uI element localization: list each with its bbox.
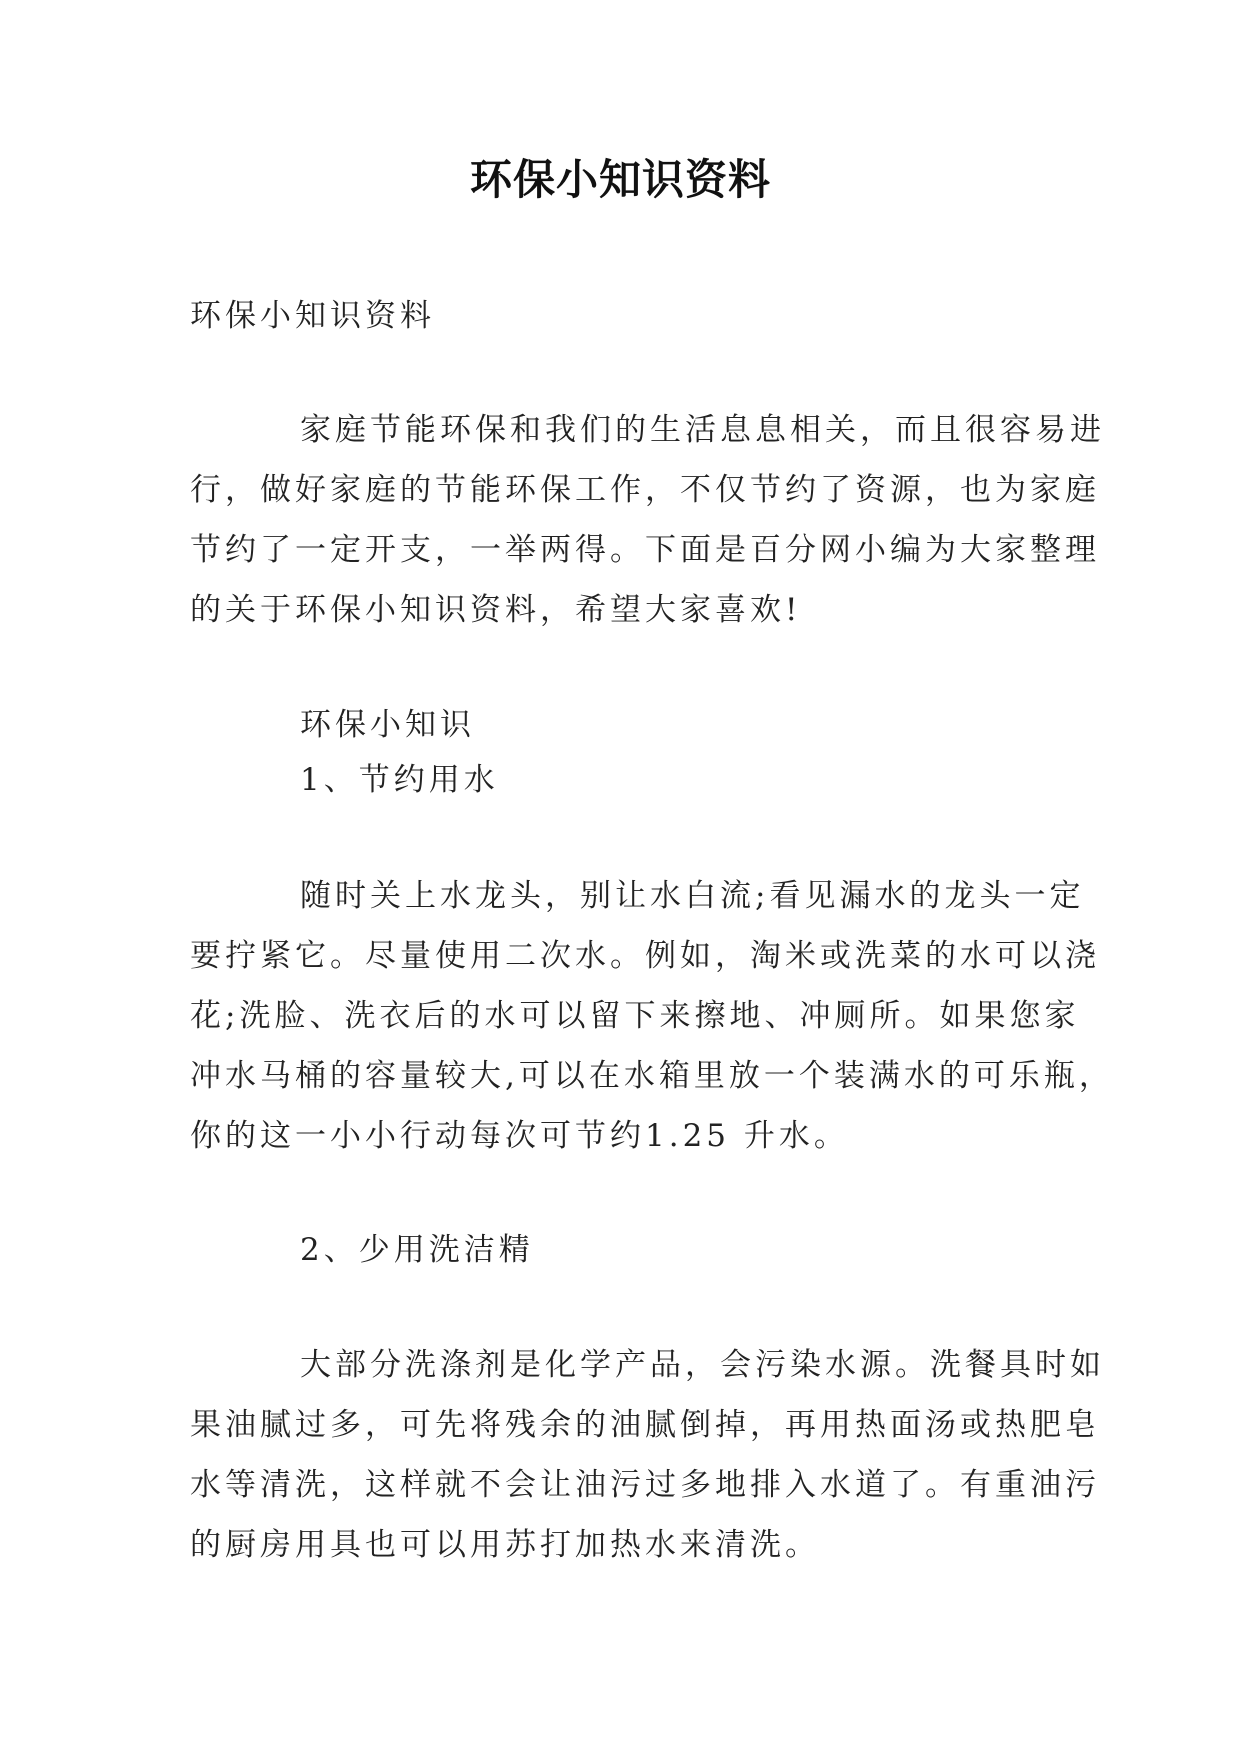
item1-line-2: 要拧紧它。尽量使用二次水。例如，淘米或洗菜的水可以浇 xyxy=(190,938,1100,974)
intro-line-1: 家庭节能环保和我们的生活息息相关，而且很容易进 xyxy=(300,412,1105,448)
intro-line-4: 的关于环保小知识资料，希望大家喜欢! xyxy=(190,592,802,628)
item2-heading: 2、少用洗洁精 xyxy=(300,1232,534,1268)
item2-line-1: 大部分洗涤剂是化学产品，会污染水源。洗餐具时如 xyxy=(300,1347,1105,1383)
item2-line-2: 果油腻过多，可先将残余的油腻倒掉，再用热面汤或热肥皂 xyxy=(190,1407,1100,1443)
document-title: 环保小知识资料 xyxy=(469,155,771,204)
document-subtitle: 环保小知识资料 xyxy=(190,298,435,334)
intro-line-3: 节约了一定开支，一举两得。下面是百分网小编为大家整理 xyxy=(190,532,1100,568)
item2-line-4: 的厨房用具也可以用苏打加热水来清洗。 xyxy=(190,1527,820,1563)
item1-line-1: 随时关上水龙头，别让水白流;看见漏水的龙头一定 xyxy=(300,878,1085,914)
item1-line-5: 你的这一小小行动每次可节约1.25 升水。 xyxy=(190,1118,849,1154)
item1-heading: 1、节约用水 xyxy=(300,762,499,798)
intro-line-2: 行，做好家庭的节能环保工作，不仅节约了资源，也为家庭 xyxy=(190,472,1100,508)
section-heading: 环保小知识 xyxy=(300,707,475,743)
item1-line-3: 花;洗脸、洗衣后的水可以留下来擦地、冲厕所。如果您家 xyxy=(190,998,1080,1034)
item2-line-3: 水等清洗，这样就不会让油污过多地排入水道了。有重油污 xyxy=(190,1467,1100,1503)
item1-line-4: 冲水马桶的容量较大,可以在水箱里放一个装满水的可乐瓶， xyxy=(190,1058,1114,1094)
